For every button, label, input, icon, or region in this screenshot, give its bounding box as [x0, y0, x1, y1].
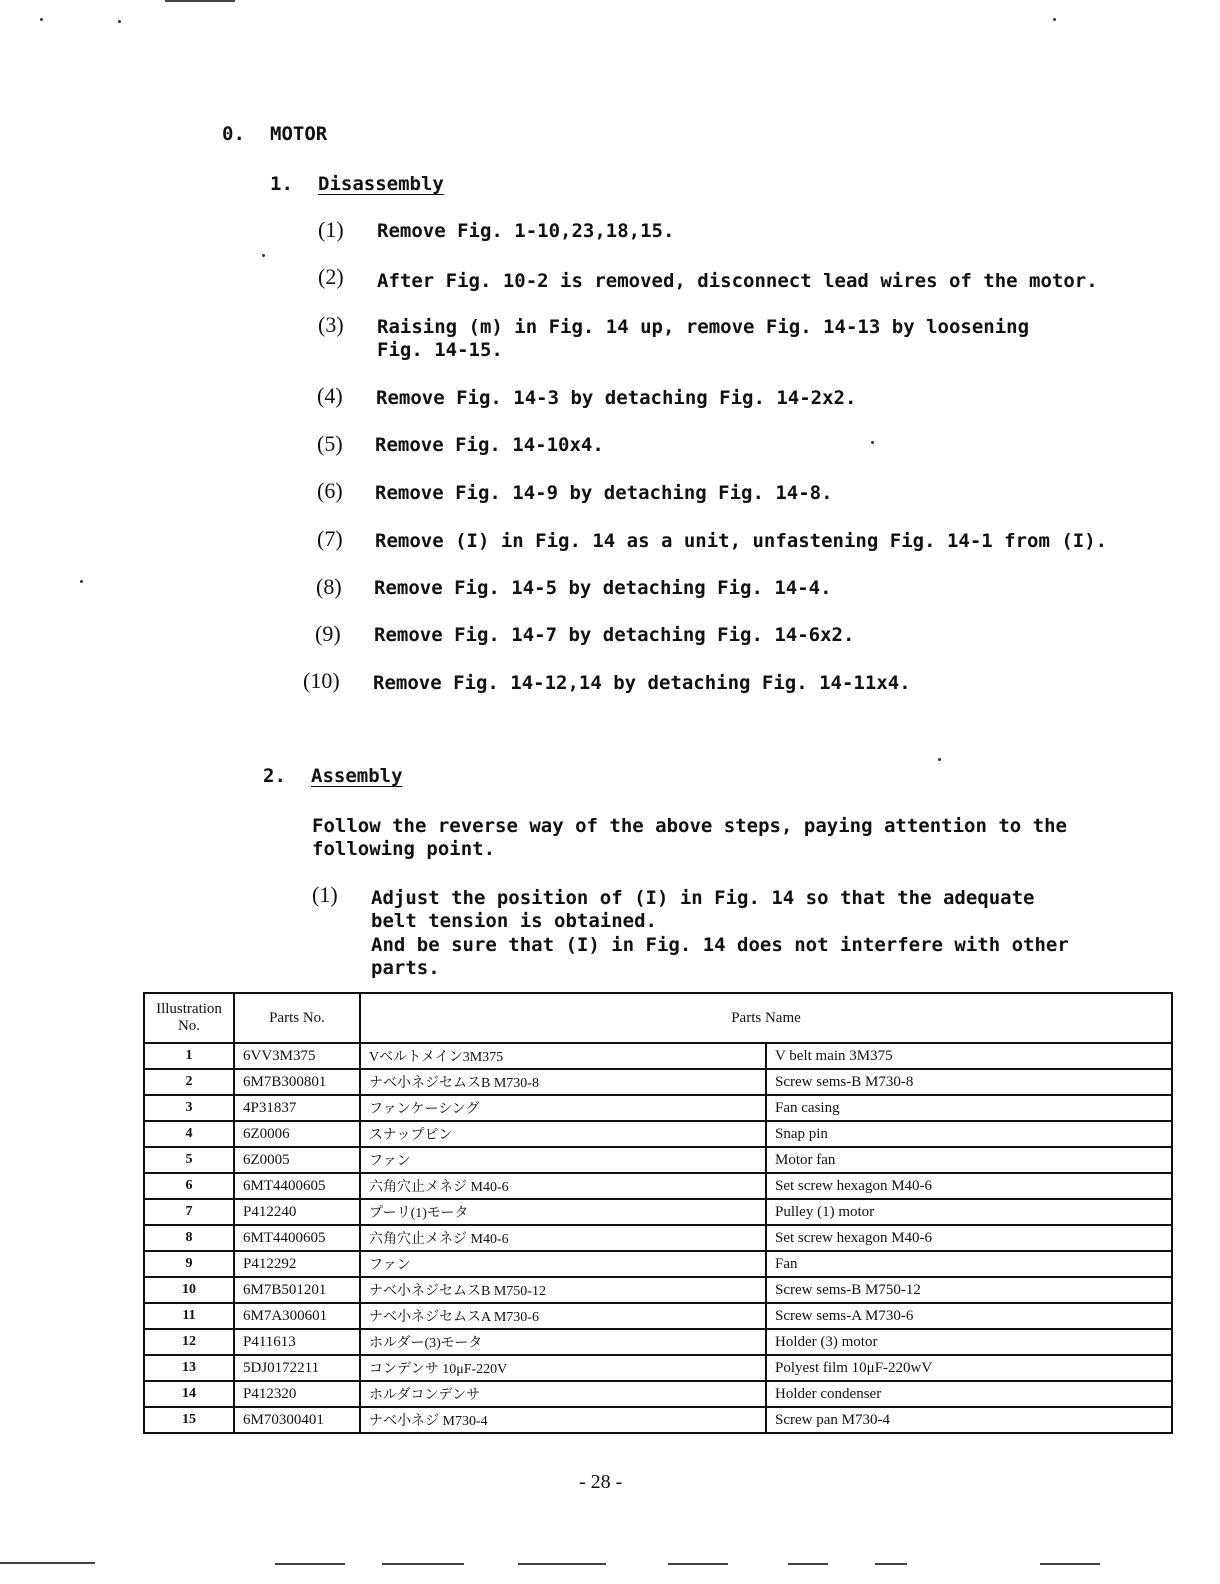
table-row — [144, 1225, 1172, 1251]
parts-no-cell: 6MT4400605 — [234, 1173, 360, 1199]
table-row — [144, 1199, 1172, 1225]
table-row — [144, 1173, 1172, 1199]
parts-no-cell: 6M7B300801 — [234, 1069, 360, 1095]
step-number: (7) — [317, 526, 343, 551]
scan-speck — [118, 20, 121, 23]
parts-no-cell: P411613 — [234, 1329, 360, 1355]
scan-edge-line — [668, 1563, 728, 1565]
assembly-intro: Follow the reverse way of the above steps, paying attention to the — [312, 815, 1067, 837]
header-parts-no: Parts No. — [234, 993, 360, 1043]
scan-edge-line — [382, 1563, 464, 1565]
table-row — [144, 1277, 1172, 1303]
step-text: Remove (I) in Fig. 14 as a unit, unfastening Fig. 14-1 from (I). — [375, 530, 1108, 552]
step-number: (9) — [315, 621, 341, 646]
parts-name-english-cell: Screw sems-B M750-12 — [766, 1277, 1172, 1303]
step-number: (8) — [316, 574, 342, 599]
parts-name-english-cell: Screw sems-B M730-8 — [766, 1069, 1172, 1095]
parts-name-english-cell: Holder condenser — [766, 1381, 1172, 1407]
assembly-point-text: And be sure that (I) in Fig. 14 does not interfere with other — [371, 934, 1069, 956]
parts-no-cell: 6Z0006 — [234, 1121, 360, 1147]
assembly-point-text: belt tension is obtained. — [371, 910, 657, 932]
parts-table — [143, 992, 1173, 1434]
illustration-no-cell: 9 — [144, 1251, 234, 1277]
table-row — [144, 1147, 1172, 1173]
scan-speck — [262, 254, 265, 257]
step-text-continued: Fig. 14-15. — [377, 339, 503, 361]
parts-name-japanese-cell: 六角穴止メネジ M40-6 — [360, 1225, 766, 1251]
scan-speck — [40, 18, 43, 21]
parts-no-cell: 6M7A300601 — [234, 1303, 360, 1329]
table-row — [144, 1069, 1172, 1095]
parts-no-cell: 6M70300401 — [234, 1407, 360, 1433]
parts-name-english-cell: Screw sems-A M730-6 — [766, 1303, 1172, 1329]
parts-no-cell: P412240 — [234, 1199, 360, 1225]
section-title: MOTOR — [270, 123, 328, 145]
parts-name-japanese-cell: スナップピン — [360, 1121, 766, 1147]
page-number: - 28 - — [579, 1471, 623, 1493]
step-text: After Fig. 10-2 is removed, disconnect lead wires of the motor. — [377, 270, 1098, 292]
illustration-no-cell: 7 — [144, 1199, 234, 1225]
step-number: (2) — [318, 264, 344, 289]
parts-name-english-cell: Motor fan — [766, 1147, 1172, 1173]
parts-name-japanese-cell: ホルダー(3)モータ — [360, 1329, 766, 1355]
parts-name-english-cell: Snap pin — [766, 1121, 1172, 1147]
step-number: (10) — [303, 668, 340, 693]
parts-name-japanese-cell: ナベ小ネジセムスB M730-8 — [360, 1069, 766, 1095]
header-parts-name: Parts Name — [360, 993, 1172, 1043]
parts-no-cell: 4P31837 — [234, 1095, 360, 1121]
scan-edge-line — [275, 1563, 345, 1565]
section-number: 0. — [222, 123, 245, 145]
assembly-number: 2. — [263, 765, 286, 787]
assembly-point-text: Adjust the position of (I) in Fig. 14 so that the adequate — [371, 887, 1035, 909]
step-number: (3) — [318, 312, 344, 337]
illustration-no-cell: 5 — [144, 1147, 234, 1173]
illustration-no-cell: 4 — [144, 1121, 234, 1147]
table-row — [144, 1407, 1172, 1433]
parts-name-japanese-cell: ホルダコンデンサ — [360, 1381, 766, 1407]
illustration-no-cell: 6 — [144, 1173, 234, 1199]
parts-no-cell: 6MT4400605 — [234, 1225, 360, 1251]
illustration-no-cell: 8 — [144, 1225, 234, 1251]
table-header-row — [144, 993, 1172, 1043]
parts-name-japanese-cell: ファン — [360, 1251, 766, 1277]
illustration-no-cell: 11 — [144, 1303, 234, 1329]
step-text: Remove Fig. 14-9 by detaching Fig. 14-8. — [375, 482, 833, 504]
table-row — [144, 1329, 1172, 1355]
disassembly-title: Disassembly — [318, 173, 444, 195]
parts-name-japanese-cell: ファンケーシング — [360, 1095, 766, 1121]
illustration-no-cell: 1 — [144, 1043, 234, 1069]
scan-edge-line — [788, 1563, 828, 1565]
parts-no-cell: 6VV3M375 — [234, 1043, 360, 1069]
disassembly-number: 1. — [270, 173, 293, 195]
parts-name-japanese-cell: 六角穴止メネジ M40-6 — [360, 1173, 766, 1199]
step-number: (1) — [318, 217, 344, 242]
step-text: Remove Fig. 14-5 by detaching Fig. 14-4. — [374, 577, 832, 599]
parts-name-japanese-cell: ファン — [360, 1147, 766, 1173]
step-number: (4) — [317, 383, 343, 408]
table-row — [144, 1303, 1172, 1329]
step-number: (6) — [317, 478, 343, 503]
illustration-no-cell: 10 — [144, 1277, 234, 1303]
parts-name-english-cell: Fan — [766, 1251, 1172, 1277]
parts-name-japanese-cell: コンデンサ 10μF-220V — [360, 1355, 766, 1381]
parts-no-cell: P412320 — [234, 1381, 360, 1407]
table-row — [144, 1121, 1172, 1147]
illustration-no-cell: 14 — [144, 1381, 234, 1407]
illustration-no-cell: 13 — [144, 1355, 234, 1381]
scan-edge-line — [875, 1563, 907, 1565]
parts-name-english-cell: V belt main 3M375 — [766, 1043, 1172, 1069]
step-text: Remove Fig. 1-10,23,18,15. — [377, 220, 675, 242]
parts-name-english-cell: Fan casing — [766, 1095, 1172, 1121]
scan-speck — [938, 758, 941, 761]
table-row — [144, 1095, 1172, 1121]
parts-name-english-cell: Pulley (1) motor — [766, 1199, 1172, 1225]
parts-name-japanese-cell: ナベ小ネジセムスA M730-6 — [360, 1303, 766, 1329]
table-row — [144, 1251, 1172, 1277]
scan-edge-line — [165, 0, 235, 2]
parts-no-cell: 6M7B501201 — [234, 1277, 360, 1303]
parts-name-english-cell: Screw pan M730-4 — [766, 1407, 1172, 1433]
parts-no-cell: P412292 — [234, 1251, 360, 1277]
parts-name-japanese-cell: Vベルトメイン3M375 — [360, 1043, 766, 1069]
step-number: (5) — [317, 431, 343, 456]
illustration-no-cell: 12 — [144, 1329, 234, 1355]
step-text: Remove Fig. 14-10x4. — [375, 434, 604, 456]
scan-edge-line — [518, 1563, 606, 1565]
step-text: Remove Fig. 14-3 by detaching Fig. 14-2x2. — [376, 387, 857, 409]
parts-name-english-cell: Set screw hexagon M40-6 — [766, 1225, 1172, 1251]
step-text: Raising (m) in Fig. 14 up, remove Fig. 14-13 by loosening — [377, 316, 1030, 338]
parts-table-body — [144, 1043, 1172, 1433]
illustration-no-cell: 3 — [144, 1095, 234, 1121]
assembly-title: Assembly — [311, 765, 403, 787]
scan-edge-line — [1040, 1563, 1100, 1565]
parts-name-english-cell: Holder (3) motor — [766, 1329, 1172, 1355]
illustration-no-cell: 15 — [144, 1407, 234, 1433]
table-row — [144, 1381, 1172, 1407]
assembly-point-text: parts. — [371, 957, 440, 979]
header-illustration-label: Illustration — [156, 1001, 222, 1017]
scan-speck — [1053, 18, 1056, 21]
step-text: Remove Fig. 14-7 by detaching Fig. 14-6x2. — [374, 624, 855, 646]
header-illustration-no-label: No. — [177, 1018, 201, 1034]
step-text: Remove Fig. 14-12,14 by detaching Fig. 14-11x4. — [373, 672, 911, 694]
header-illustration-no — [144, 993, 234, 1043]
parts-name-japanese-cell: プーリ(1)モータ — [360, 1199, 766, 1225]
scan-speck — [871, 441, 874, 444]
scan-speck — [80, 580, 83, 583]
table-row — [144, 1043, 1172, 1069]
table-row — [144, 1355, 1172, 1381]
illustration-no-cell: 2 — [144, 1069, 234, 1095]
parts-name-english-cell: Polyest film 10μF-220wV — [766, 1355, 1172, 1381]
assembly-point-number: (1) — [312, 882, 338, 907]
parts-name-english-cell: Set screw hexagon M40-6 — [766, 1173, 1172, 1199]
assembly-intro-continued: following point. — [312, 838, 496, 860]
parts-no-cell: 5DJ0172211 — [234, 1355, 360, 1381]
parts-name-japanese-cell: ナベ小ネジ M730-4 — [360, 1407, 766, 1433]
scan-edge-line — [0, 1562, 95, 1564]
parts-name-japanese-cell: ナベ小ネジセムスB M750-12 — [360, 1277, 766, 1303]
parts-no-cell: 6Z0005 — [234, 1147, 360, 1173]
